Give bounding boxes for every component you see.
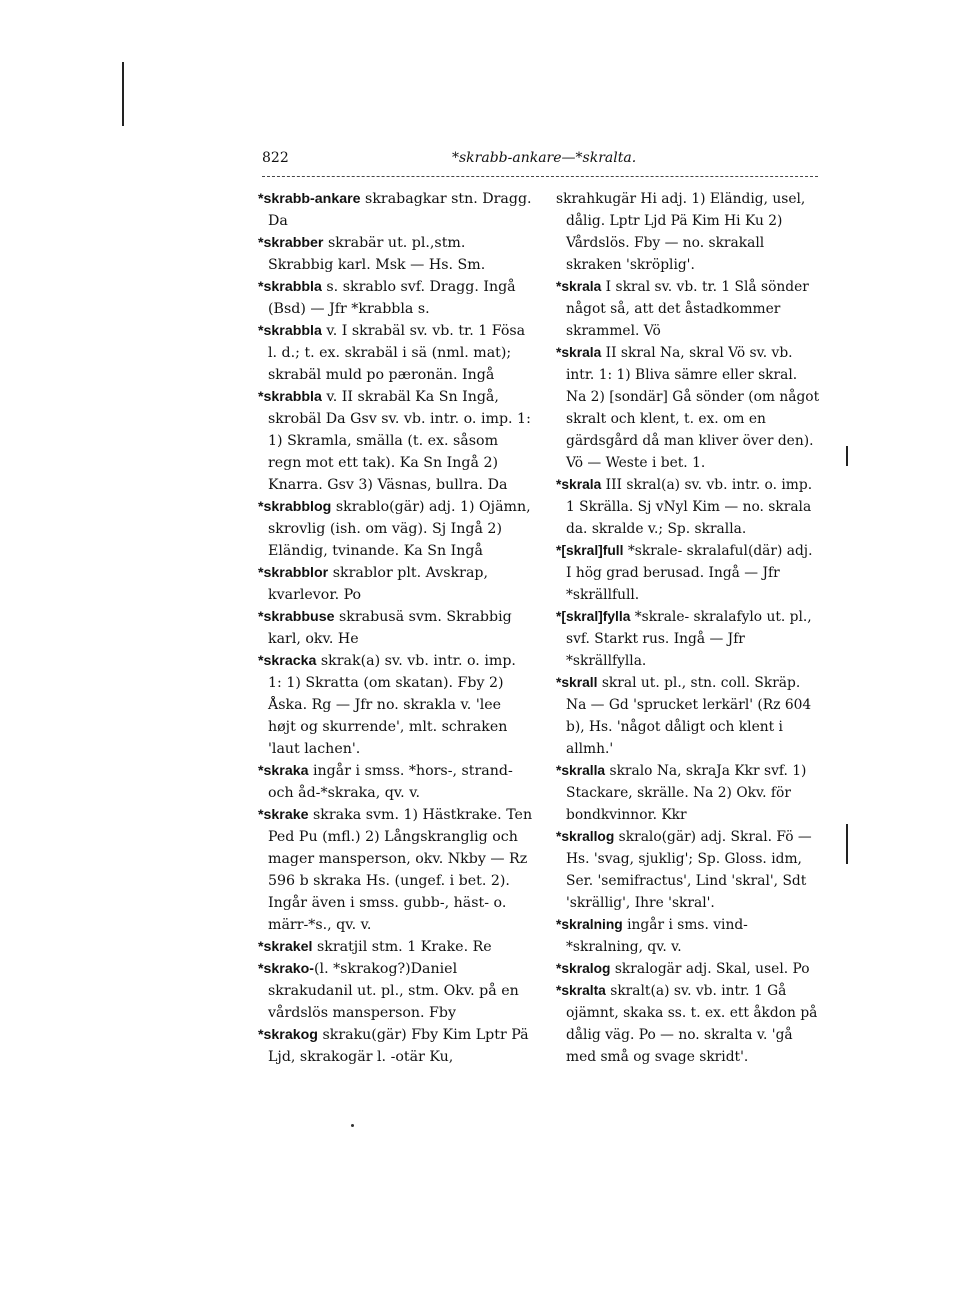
entry-text: II skral Na, skral Vö sv. vb. intr. 1: 1) Bliva sämre eller skral. Na 2) [sondär] Gå sönder (om något skralt och klent, t. ex. om en gärdsgård då man kliver över den). Vö — Weste i bet. 1. [566, 345, 820, 471]
dictionary-entry [258, 496, 533, 562]
dictionary-entry [258, 562, 533, 606]
entry-headword: *skrabbuse [258, 609, 335, 625]
entry-headword: *skralla [556, 763, 606, 778]
entry-headword: *[skral]fylla [556, 609, 631, 624]
scan-margin-line-right-lower [846, 824, 848, 864]
running-head: *skrabb-ankare—*skralta. [452, 150, 637, 166]
entry-text: III skral(a) sv. vb. intr. o. imp. 1 Skrälla. Sj vNyl Kim — no. skrala da. skralde v.; Sp. skralla. [566, 477, 813, 537]
dictionary-entry [258, 760, 533, 804]
entry-text: skrabär ut. pl.,stm. Skrabbig karl. Msk — Hs. Sm. [268, 235, 486, 273]
entry-text: skrahkugär Hi adj. 1) Eländig, usel, dålig. Lptr Ljd Pä Kim Hi Ku 2) Vårdslös. Fby — no. skrakall skraken 'skröplig'. [556, 191, 806, 273]
entry-text: skralo(gär) adj. Skral. Fö — Hs. 'svag, sjuklig'; Sp. Gloss. idm, Ser. 'semifractus', Lind 'skral', Sdt 'skrällig', Ihre 'skral'. [566, 829, 812, 911]
entry-text: skrak(a) sv. vb. intr. o. imp. 1: 1) Skratta (om skatan). Fby 2) Åska. Rg — Jfr no. skrakla v. 'lee højt og skurrende', mlt. schraken 'laut lachen'. [268, 653, 516, 757]
entry-text: skraku(gär) Fby Kim Lptr Pä Ljd, skrakogär l. -otär Ku, [268, 1027, 529, 1065]
entry-headword: *skrake [258, 807, 309, 823]
entry-text: skraka svm. 1) Hästkrake. Ten Ped Pu (mfl.) 2) Långskranglig och mager mansperson, okv. Nkby — Rz 596 b skraka Hs. (ungef. i bet. 2). Ingår även i smss. gubb-, häst- o. märr-*s., qv. v. [268, 807, 533, 933]
right-column [556, 188, 820, 1068]
entry-text: I skral sv. vb. tr. 1 Slå sönder något så, att det åstadkommer skrammel. Vö [566, 279, 809, 339]
entry-text: skratjil stm. 1 Krake. Re [312, 939, 492, 955]
entry-text: skralt(a) sv. vb. intr. 1 Gå ojämnt, skaka ss. t. ex. ett åkdon på dålig väg. Po — no. skralta v. 'gå med små og svage skridt'. [566, 983, 818, 1065]
dictionary-entry [556, 342, 820, 474]
entry-headword: *skraka [258, 763, 309, 779]
dictionary-entry [556, 606, 820, 672]
entry-text: ingår i smss. *hors-, strand- och åd-*skraka, qv. v. [268, 763, 513, 801]
entry-headword: *skralning [556, 917, 623, 932]
entry-headword: *skrakog [258, 1027, 318, 1043]
entry-headword: *skrakel [258, 939, 313, 955]
entry-text: skralo Na, skraJa Kkr svf. 1) Stackare, skrälle. Na 2) Okv. för bondkvinnor. Kkr [566, 763, 807, 823]
entry-headword: *skracka [258, 653, 317, 669]
dictionary-entry [556, 276, 820, 342]
scan-margin-line [122, 62, 124, 126]
dictionary-entry [556, 672, 820, 760]
entry-text: skrabusä svm. Skrabbig karl, okv. He [268, 609, 512, 647]
dictionary-entry [556, 760, 820, 826]
entry-text: skrablo(gär) adj. 1) Ojämn, skrovlig (ish. om väg). Sj Ingå 2) Eländig, tvinande. Ka Sn Ingå [268, 499, 531, 559]
entry-text: skralogär adj. Skal, usel. Po [610, 961, 810, 977]
dictionary-entry [258, 320, 533, 386]
entry-text: v. I skrabäl sv. vb. tr. 1 Fösa l. d.; t. ex. skrabäl i sä (nml. mat); skrabäl muld po pæronän. Ingå [268, 323, 526, 383]
dictionary-entry [258, 232, 533, 276]
entry-headword: *skrako- [258, 961, 314, 977]
entry-text: *skrale- skralaful(där) adj. I hög grad berusad. Ingå — Jfr *skrällfull. [566, 543, 813, 603]
entry-headword: *skrabbla [258, 279, 322, 295]
header-rule [262, 176, 818, 177]
entry-headword: *skrabblog [258, 499, 332, 515]
entry-text: *skrale- skralafylo ut. pl., svf. Starkt rus. Ingå — Jfr *skrällfylla. [566, 609, 812, 669]
entry-text: v. II skrabäl Ka Sn Ingå, skrobäl Da Gsv sv. vb. intr. o. imp. 1: 1) Skramla, smälla (t. ex. såsom regn mot ett tak). Ka Sn Ingå 2) Knarra. Gsv 3) Väsnas, bullra. Da [268, 389, 531, 493]
scan-margin-line-right [846, 446, 848, 466]
dictionary-entry [556, 540, 820, 606]
entry-headword: *skrala [556, 345, 602, 360]
dictionary-entry [258, 606, 533, 650]
dictionary-entry [258, 804, 533, 936]
left-column [258, 188, 533, 1068]
entry-headword: *skrala [556, 279, 602, 294]
entry-text: skrabagkar stn. Dragg. Da [268, 191, 532, 229]
dictionary-entry [258, 958, 533, 1024]
dictionary-entry [556, 980, 820, 1068]
dictionary-entry [258, 386, 533, 496]
entry-text: (l. *skrakog?)Daniel skrakudanil ut. pl., stm. Okv. på en vårdslös mansperson. Fby [268, 961, 519, 1021]
entry-text: skral ut. pl., stn. coll. Skräp. Na — Gd 'sprucket lerkärl' (Rz 604 b), Hs. 'något dåligt och klent i allmh.' [566, 675, 812, 757]
entry-headword: *skrala [556, 477, 602, 492]
entry-headword: *skrabbla [258, 323, 322, 339]
entry-headword: *[skral]full [556, 543, 624, 558]
page-number: 822 [262, 150, 289, 166]
entry-headword: *skrallog [556, 829, 615, 844]
entry-headword: *skrabber [258, 235, 324, 251]
dictionary-entry [556, 958, 820, 980]
entry-headword: *skralog [556, 961, 611, 976]
entry-text: s. skrablo svf. Dragg. Ingå (Bsd) — Jfr *krabbla s. [268, 279, 516, 317]
entry-headword: *skrall [556, 675, 598, 690]
stray-dot [351, 1124, 354, 1127]
entry-text: ingår i sms. vind-*skralning, qv. v. [566, 917, 748, 955]
entry-headword: *skrabbla [258, 389, 322, 405]
entry-headword: *skralta [556, 983, 606, 998]
dictionary-entry [258, 936, 533, 958]
entry-headword: *skrabblor [258, 565, 329, 581]
dictionary-entry [258, 1024, 533, 1068]
page-header [262, 150, 818, 176]
entry-text: skrablor plt. Avskrap, kvarlevor. Po [268, 565, 489, 603]
dictionary-entry [258, 650, 533, 760]
dictionary-entry [556, 826, 820, 914]
dictionary-entry [556, 474, 820, 540]
dictionary-entry [556, 188, 820, 276]
dictionary-entry [556, 914, 820, 958]
dictionary-entry [258, 276, 533, 320]
dictionary-entry [258, 188, 533, 232]
entry-headword: *skrabb-ankare [258, 191, 361, 207]
